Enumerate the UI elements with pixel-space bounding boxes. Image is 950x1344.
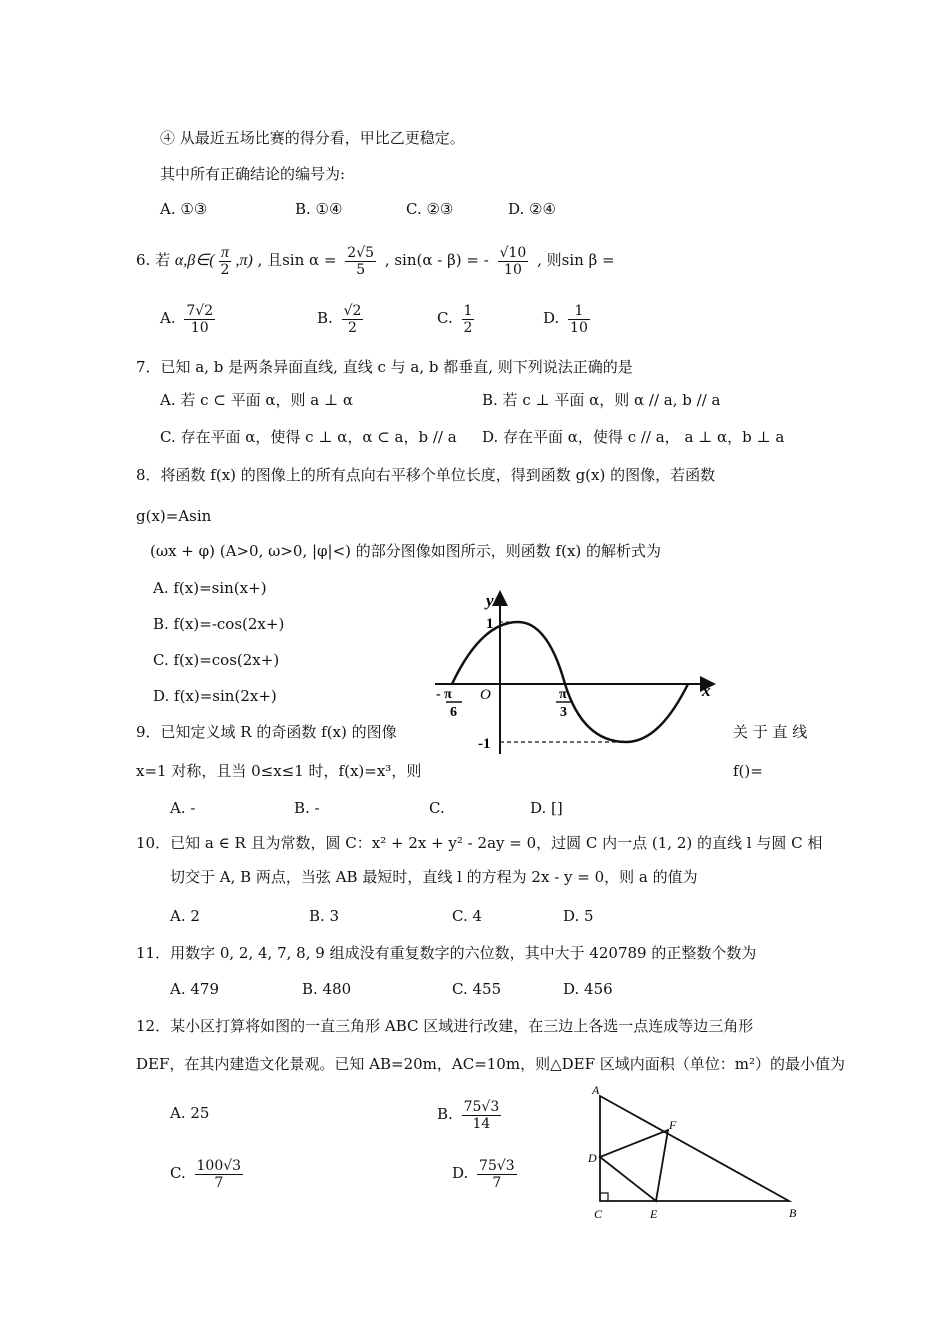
q6-option-c-label: C. — [437, 309, 453, 327]
q6-option-a — [160, 298, 219, 338]
q7-stem: 7．已知 a, b 是两条异面直线, 直线 c 与 a, b 都垂直, 则下列说法正确的是 — [136, 358, 633, 376]
q10-stem-line-1: 10．已知 a ∈ R 且为常数，圆 C：x² + 2x + y² - 2ay = 0，过圆 C 内一点 (1, 2) 的直线 l 与圆 C 相 — [136, 834, 823, 852]
q12-option-d-den: 7 — [492, 1174, 502, 1191]
q6-cond1: , 且sin α = — [257, 251, 337, 269]
q11-option-d: D. 456 — [563, 980, 613, 998]
q6-interval-den: 2 — [220, 261, 230, 278]
q7-option-a: A. 若 c ⊂ 平面 α，则 a ⊥ α — [160, 391, 354, 409]
q6-option-a-fraction — [184, 303, 215, 336]
q5-option-c: C. ②③ — [406, 200, 454, 218]
vertex-e-label: E — [650, 1207, 658, 1221]
q8-stem-line-2: g(x)=Asin — [136, 507, 212, 525]
q9-stem-line-1: 9．已知定义域 R 的奇函数 f(x) 的图像 — [136, 723, 397, 741]
x-tick-six: 6 — [450, 705, 457, 720]
q6-cond2-den: 10 — [504, 261, 522, 278]
q9-option-b: B. - — [294, 799, 320, 817]
q12-option-d-label: D. — [452, 1164, 469, 1182]
q11-option-c: C. 455 — [452, 980, 502, 998]
vertex-f-label: F — [669, 1118, 677, 1132]
q6-option-c-num: 1 — [463, 302, 473, 319]
q8-option-d: D. f(x)=sin(2x+) — [153, 687, 277, 705]
q9-stem-line-1-right: 关 于 直 线 — [733, 723, 808, 741]
q9-stem-line-2-right: f()= — [733, 762, 763, 780]
vertex-a-label: A — [592, 1083, 600, 1097]
triangle-abc — [600, 1096, 789, 1201]
q8-stem-line-3: (ωx + φ) (A>0, ω>0, |φ|<) 的部分图像如图所示，则函数 f(x) 的解析式为 — [150, 542, 662, 560]
q6-option-d-fraction — [568, 303, 590, 336]
q6-cond2-num: √10 — [499, 244, 527, 261]
q5-statement-4: ④ 从最近五场比赛的得分看，甲比乙更稳定。 — [160, 129, 465, 147]
q6-pre: 若 — [155, 251, 171, 269]
q6-option-a-num: 7√2 — [186, 302, 214, 319]
q10-option-b: B. 3 — [309, 907, 340, 925]
q6-option-c-fraction — [462, 303, 475, 336]
sine-graph — [430, 586, 730, 761]
q12-option-b-label: B. — [437, 1105, 453, 1123]
q7-option-b: B. 若 c ⊥ 平面 α，则 α // a, b // a — [482, 391, 721, 409]
q12-option-c-fraction — [195, 1158, 244, 1191]
q12-option-b-fraction — [462, 1099, 502, 1132]
q6-option-a-den: 10 — [190, 319, 209, 336]
y-axis-label: y — [486, 591, 494, 610]
q6-vars: α,β∈( — [174, 252, 215, 269]
q6-cond2: , sin(α - β) = - — [384, 251, 489, 269]
q9-stem-line-2: x=1 对称，且当 0≤x≤1 时，f(x)=x³，则 — [136, 762, 422, 780]
q6-option-b-den: 2 — [348, 319, 357, 336]
q6-option-d-den: 10 — [570, 319, 588, 336]
q9-option-a: A. - — [170, 799, 196, 817]
q12-stem-line-2: DEF，在其内建造文化景观。已知 AB=20m，AC=10m，则△DEF 区域内面积（单位：m²）的最小值为 — [136, 1055, 846, 1073]
q6-option-c-den: 2 — [463, 319, 473, 336]
q6-interval-end: ,π) — [235, 252, 253, 269]
q12-option-b — [437, 1094, 505, 1134]
q8-option-c: C. f(x)=cos(2x+) — [153, 651, 280, 669]
q12-option-d-fraction — [477, 1158, 517, 1191]
origin-label: O — [480, 687, 491, 703]
sine-curve — [452, 622, 688, 742]
q6-cond1-den: 5 — [356, 261, 366, 278]
q12-option-c-label: C. — [170, 1164, 186, 1182]
q6-stem — [136, 240, 615, 281]
q5-option-a: A. ①③ — [160, 200, 208, 218]
q6-option-a-label: A. — [160, 309, 176, 327]
q6-cond1-fraction — [345, 245, 376, 278]
vertex-d-label: D — [588, 1151, 597, 1165]
q12-option-d-num: 75√3 — [479, 1157, 515, 1174]
q5-prompt: 其中所有正确结论的编号为: — [160, 165, 346, 183]
q8-option-a: A. f(x)=sin(x+) — [153, 579, 267, 597]
q9-option-c: C. — [429, 799, 445, 817]
q5-option-b: B. ①④ — [295, 200, 343, 218]
q6-ask: , 则sin β = — [537, 251, 615, 269]
q10-stem-line-2: 切交于 A, B 两点，当弦 AB 最短时，直线 l 的方程为 2x - y = 0，则 a 的值为 — [170, 868, 698, 886]
q6-cond2-fraction — [498, 245, 529, 278]
q7-option-d: D. 存在平面 α，使得 c // a， a ⊥ α，b ⊥ a — [482, 428, 785, 446]
q12-option-d — [452, 1153, 521, 1193]
q10-option-c: C. 4 — [452, 907, 483, 925]
q6-interval-fraction — [219, 245, 232, 278]
x-axis-label: x — [702, 681, 711, 700]
triangle-figure — [580, 1082, 800, 1224]
q6-cond1-num: 2√5 — [347, 244, 375, 261]
right-angle-mark — [600, 1193, 608, 1201]
q12-option-c-num: 100√3 — [196, 1157, 242, 1174]
q7-option-c: C. 存在平面 α，使得 c ⊥ α，α ⊂ a，b // a — [160, 428, 457, 446]
q6-number: 6. — [136, 251, 151, 269]
q6-option-d-label: D. — [543, 309, 560, 327]
q12-option-a: A. 25 — [170, 1104, 210, 1122]
q5-option-d: D. ②④ — [508, 200, 556, 218]
triangle-def — [600, 1130, 668, 1201]
q8-option-b: B. f(x)=-cos(2x+) — [153, 615, 285, 633]
q6-option-c — [437, 298, 478, 338]
y-tick-1: 1 — [486, 616, 494, 632]
q12-option-c — [170, 1153, 247, 1193]
vertex-b-label: B — [789, 1206, 797, 1220]
q12-option-c-den: 7 — [214, 1174, 224, 1191]
q12-option-b-num: 75√3 — [463, 1098, 500, 1115]
q6-option-b — [317, 298, 367, 338]
q12-stem-line-1: 12．某小区打算将如图的一直三角形 ABC 区域进行改建，在三边上各选一点连成等边三角形 — [136, 1017, 754, 1035]
x-tick-three: 3 — [560, 705, 567, 720]
q12-option-b-den: 14 — [472, 1115, 491, 1132]
q11-option-a: A. 479 — [170, 980, 219, 998]
q10-option-a: A. 2 — [170, 907, 200, 925]
q9-option-d: D. [] — [530, 799, 563, 817]
x-tick-neg-pi: - π — [436, 687, 452, 702]
q6-option-d-num: 1 — [568, 303, 590, 320]
q6-option-b-label: B. — [317, 309, 333, 327]
x-tick-pi: π — [559, 687, 567, 702]
q11-stem: 11．用数字 0, 2, 4, 7, 8, 9 组成没有重复数字的六位数，其中大于 420789 的正整数个数为 — [136, 944, 757, 962]
vertex-c-label: C — [594, 1207, 603, 1221]
q8-stem-line-1: 8．将函数 f(x) 的图像上的所有点向右平移个单位长度，得到函数 g(x) 的图像，若函数 — [136, 466, 716, 484]
y-tick-neg-1: -1 — [478, 736, 491, 752]
q6-interval-num: π — [219, 245, 232, 262]
q6-option-b-num: √2 — [343, 302, 362, 319]
q10-option-d: D. 5 — [563, 907, 594, 925]
q11-option-b: B. 480 — [302, 980, 352, 998]
q6-option-d — [543, 298, 594, 338]
q6-option-b-fraction — [342, 303, 364, 336]
